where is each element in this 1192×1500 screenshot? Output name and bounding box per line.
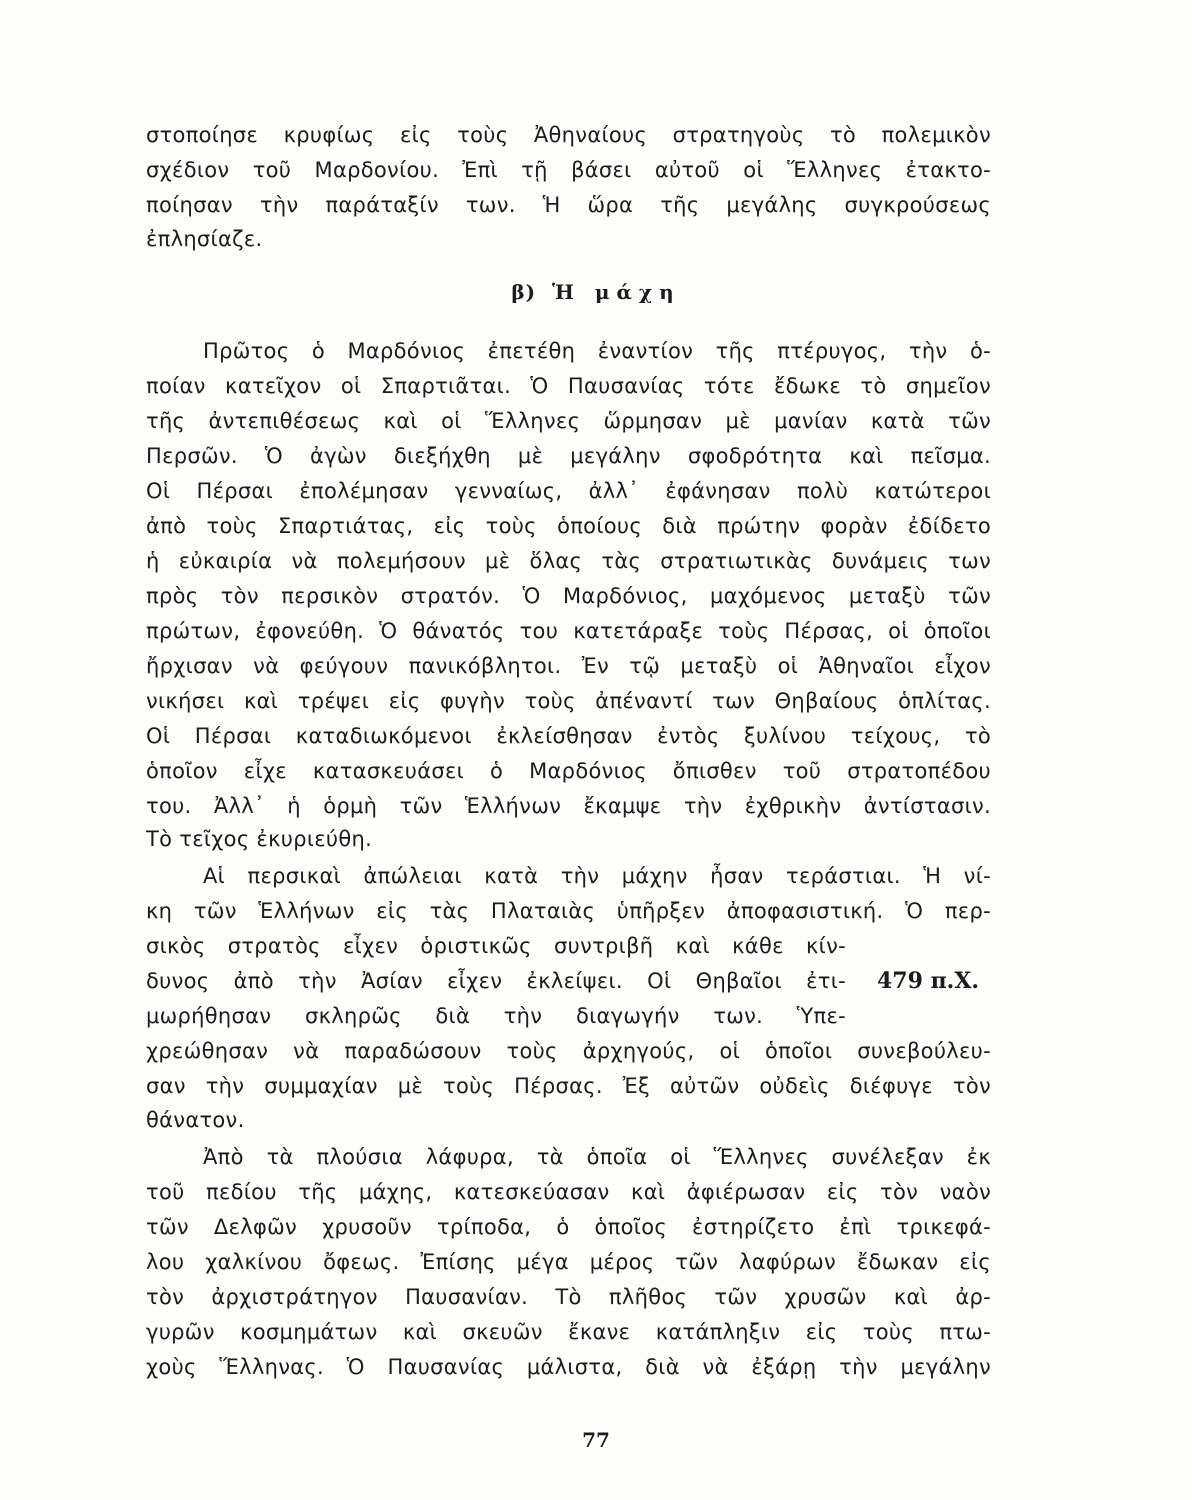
text-line: τῆς ἀντεπιθέσεως καὶ οἱ Ἕλληνες ὥρμησαν μὲ μανίαν κατὰ τῶν bbox=[146, 409, 991, 433]
text-line: γυρῶν κοσμημάτων καὶ σκευῶν ἔκανε κατάπληξιν εἰς τοὺς πτω- bbox=[146, 1320, 991, 1344]
page-number: 77 bbox=[582, 1428, 610, 1452]
text-line: λου χαλκίνου ὄφεως. Ἐπίσης μέγα μέρος τῶν λαφύρων ἔδωκαν εἰς bbox=[146, 1250, 991, 1274]
text-line: ὁποῖον εἶχε κατασκευάσει ὁ Μαρδόνιος ὄπισθεν τοῦ στρατοπέδου bbox=[146, 759, 991, 783]
text-line: τοῦ πεδίου τῆς μάχης, κατεσκεύασαν καὶ ἀφιέρωσαν εἰς τὸν ναὸν bbox=[146, 1180, 991, 1204]
text-line: στοποίησε κρυφίως εἰς τοὺς Ἀθηναίους στρατηγοὺς τὸ πολεμικὸν bbox=[146, 123, 991, 147]
section-heading bbox=[0, 280, 1192, 304]
text-line: ποίησαν τὴν παράταξίν των. Ἡ ὥρα τῆς μεγάλης συγκρούσεως bbox=[146, 193, 991, 217]
section-heading-label: β) bbox=[511, 280, 537, 304]
text-line: του. Ἀλλ᾽ ἡ ὁρμὴ τῶν Ἑλλήνων ἔκαμψε τὴν ἐχθρικὴν ἀντίστασιν. bbox=[146, 794, 991, 818]
text-line: τῶν Δελφῶν χρυσοῦν τρίποδα, ὁ ὁποῖος ἐστηρίζετο ἐπὶ τρικεφά- bbox=[146, 1215, 991, 1239]
text-line: Αἱ περσικαὶ ἀπώλειαι κατὰ τὴν μάχην ἦσαν τεράστιαι. Ἡ νί- bbox=[203, 864, 991, 888]
text-line: πρώτων, ἐφονεύθη. Ὁ θάνατός του κατετάραξε τοὺς Πέρσας, οἱ ὁποῖοι bbox=[146, 619, 991, 643]
text-line: μωρήθησαν σκληρῶς διὰ τὴν διαγωγήν των. Ὑπε- bbox=[146, 1004, 846, 1028]
text-line: ἐπλησίαζε. bbox=[146, 227, 263, 251]
text-line: Περσῶν. Ὁ ἀγὼν διεξήχθη μὲ μεγάλην σφοδρότητα καὶ πεῖσμα. bbox=[146, 444, 991, 468]
text-line: Ἀπὸ τὰ πλούσια λάφυρα, τὰ ὁποῖα οἱ Ἕλληνες συνέλεξαν ἐκ bbox=[203, 1145, 991, 1169]
text-line: Τὸ τεῖχος ἐκυριεύθη. bbox=[146, 827, 373, 851]
text-line: χρεώθησαν νὰ παραδώσουν τοὺς ἀρχηγούς, οἱ ὁποῖοι συνεβούλευ- bbox=[146, 1039, 991, 1063]
text-line: χοὺς Ἕλληνας. Ὁ Παυσανίας μάλιστα, διὰ νὰ ἐξάρῃ τὴν μεγάλην bbox=[146, 1355, 991, 1379]
text-line: τὸν ἀρχιστράτηγον Παυσανίαν. Τὸ πλῆθος τῶν χρυσῶν καὶ ἀρ- bbox=[146, 1285, 991, 1309]
text-line: σχέδιον τοῦ Μαρδονίου. Ἐπὶ τῇ βάσει αὐτοῦ οἱ Ἕλληνες ἐτακτο- bbox=[146, 158, 991, 182]
text-line: σαν τὴν συμμαχίαν μὲ τοὺς Πέρσας. Ἐξ αὐτῶν οὐδεὶς διέφυγε τὸν bbox=[146, 1074, 991, 1098]
text-line: πρὸς τὸν περσικὸν στρατόν. Ὁ Μαρδόνιος, μαχόμενος μεταξὺ τῶν bbox=[146, 584, 991, 608]
text-line: δυνος ἀπὸ τὴν Ἀσίαν εἶχεν ἐκλείψει. Οἱ Θηβαῖοι ἐτι- bbox=[146, 969, 846, 993]
text-line: θάνατον. bbox=[146, 1108, 245, 1132]
text-line: Οἱ Πέρσαι καταδιωκόμενοι ἐκλείσθησαν ἐντὸς ξυλίνου τείχους, τὸ bbox=[146, 724, 991, 748]
section-heading-title: Ἡ μάχη bbox=[552, 280, 681, 304]
text-line: ἡ εὐκαιρία νὰ πολεμήσουν μὲ ὅλας τὰς στρατιωτικὰς δυνάμεις των bbox=[146, 549, 991, 573]
text-line: σικὸς στρατὸς εἶχεν ὁριστικῶς συντριβῆ καὶ κάθε κίν- bbox=[146, 934, 846, 958]
text-line: ποίαν κατεῖχον οἱ Σπαρτιᾶται. Ὁ Παυσανίας τότε ἔδωκε τὸ σημεῖον bbox=[146, 374, 991, 398]
text-line: Πρῶτος ὁ Μαρδόνιος ἐπετέθη ἐναντίον τῆς πτέρυγος, τὴν ὁ- bbox=[203, 339, 991, 363]
text-line: νικήσει καὶ τρέψει εἰς φυγὴν τοὺς ἀπέναντί των Θηβαίους ὁπλίτας. bbox=[146, 689, 991, 713]
text-line: ἀπὸ τοὺς Σπαρτιάτας, εἰς τοὺς ὁποίους διὰ πρώτην φορὰν ἐδίδετο bbox=[146, 514, 991, 538]
text-line: ἤρχισαν νὰ φεύγουν πανικόβλητοι. Ἐν τῷ μεταξὺ οἱ Ἀθηναῖοι εἶχον bbox=[146, 654, 991, 678]
text-line: Οἱ Πέρσαι ἐπολέμησαν γενναίως, ἀλλ᾽ ἐφάνησαν πολὺ κατώτεροι bbox=[146, 479, 991, 503]
text-line: κη τῶν Ἑλλήνων εἰς τὰς Πλαταιὰς ὑπῆρξεν ἀποφασιστική. Ὁ περ- bbox=[146, 899, 991, 923]
margin-date-note: 479 π.Χ. bbox=[877, 968, 980, 994]
